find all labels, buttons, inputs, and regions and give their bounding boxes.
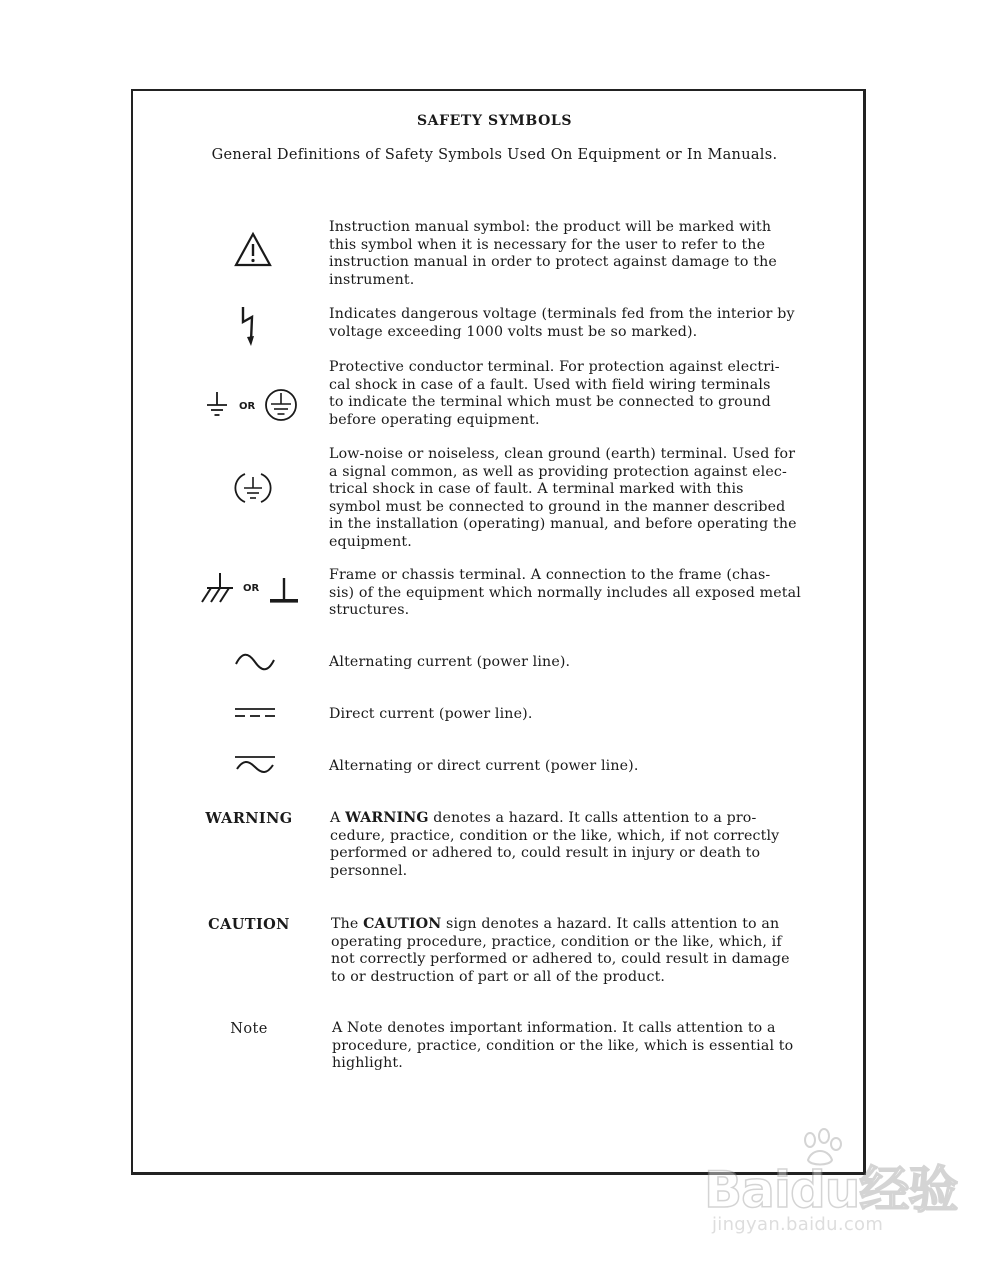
baidu-watermark <box>702 1148 958 1240</box>
caution-description: The CAUTION sign denotes a hazard. It calls attention to an operating procedure, practice, condition or the like, which, if not correctly performed or adhered to, could result in damage to or destruction of part or all of the product. <box>331 916 790 985</box>
clean-ground-icon <box>234 470 272 506</box>
symbol-description: Protective conductor terminal. For protection against electri- cal shock in case of a fault. Used with field wiring terminals to indicate the terminal which must be connected to ground before operating equipment. <box>329 359 780 428</box>
symbol-description: Instruction manual symbol: the product will be marked with this symbol when it is necessary for the user to refer to the instruction manual in order to protect against damage to the instrument. <box>329 219 777 288</box>
symbol-description: Alternating current (power line). <box>329 654 571 670</box>
direct-current-icon <box>233 707 277 719</box>
warning-triangle-icon <box>234 232 272 268</box>
protective-earth-icon <box>264 387 298 423</box>
symbol-description: Alternating or direct current (power line). <box>329 758 639 774</box>
page-subtitle: General Definitions of Safety Symbols Used On Equipment or In Manuals. <box>211 147 778 163</box>
chassis-ground-icon <box>199 571 235 605</box>
lightning-bolt-icon <box>239 305 257 347</box>
earth-ground-icon <box>205 388 229 422</box>
alternating-current-icon <box>234 652 276 672</box>
ac-or-dc-icon <box>233 754 277 776</box>
symbol-description: Direct current (power line). <box>329 706 533 722</box>
warning-description: A WARNING denotes a hazard. It calls attention to a pro- cedure, practice, condition or the like, which, if not correctly performed or adhered to, could result in injury or death to personnel. <box>330 810 780 879</box>
symbol-description: Frame or chassis terminal. A connection to the frame (chas- sis) of the equipment which normally includes all exposed metal structures. <box>329 567 801 619</box>
page-title: SAFETY SYMBOLS <box>416 113 573 129</box>
or-label: OR <box>239 401 256 412</box>
watermark-url: jingyan.baidu.com <box>712 1214 884 1235</box>
symbol-description: Low-noise or noiseless, clean ground (earth) terminal. Used for a signal common, as well as providing protection against elec- trical shock in case of fault. A terminal marked with this symbol must be connected to ground in the manner described in the installation (operating) manual, and before operating the equipment. <box>329 446 797 550</box>
chassis-terminal-icon <box>268 576 300 604</box>
note-description: A Note denotes important information. It calls attention to a procedure, practice, condition or the like, which is essential to highlight. <box>332 1020 794 1072</box>
watermark-brand: Baidu经验 <box>704 1161 958 1219</box>
warning-label: WARNING <box>205 810 293 827</box>
or-label: OR <box>243 583 260 594</box>
symbol-description: Indicates dangerous voltage (terminals fed from the interior by voltage exceeding 1000 volts must be so marked). <box>329 306 795 340</box>
caution-label: CAUTION <box>208 916 290 933</box>
note-label: Note <box>230 1021 268 1037</box>
